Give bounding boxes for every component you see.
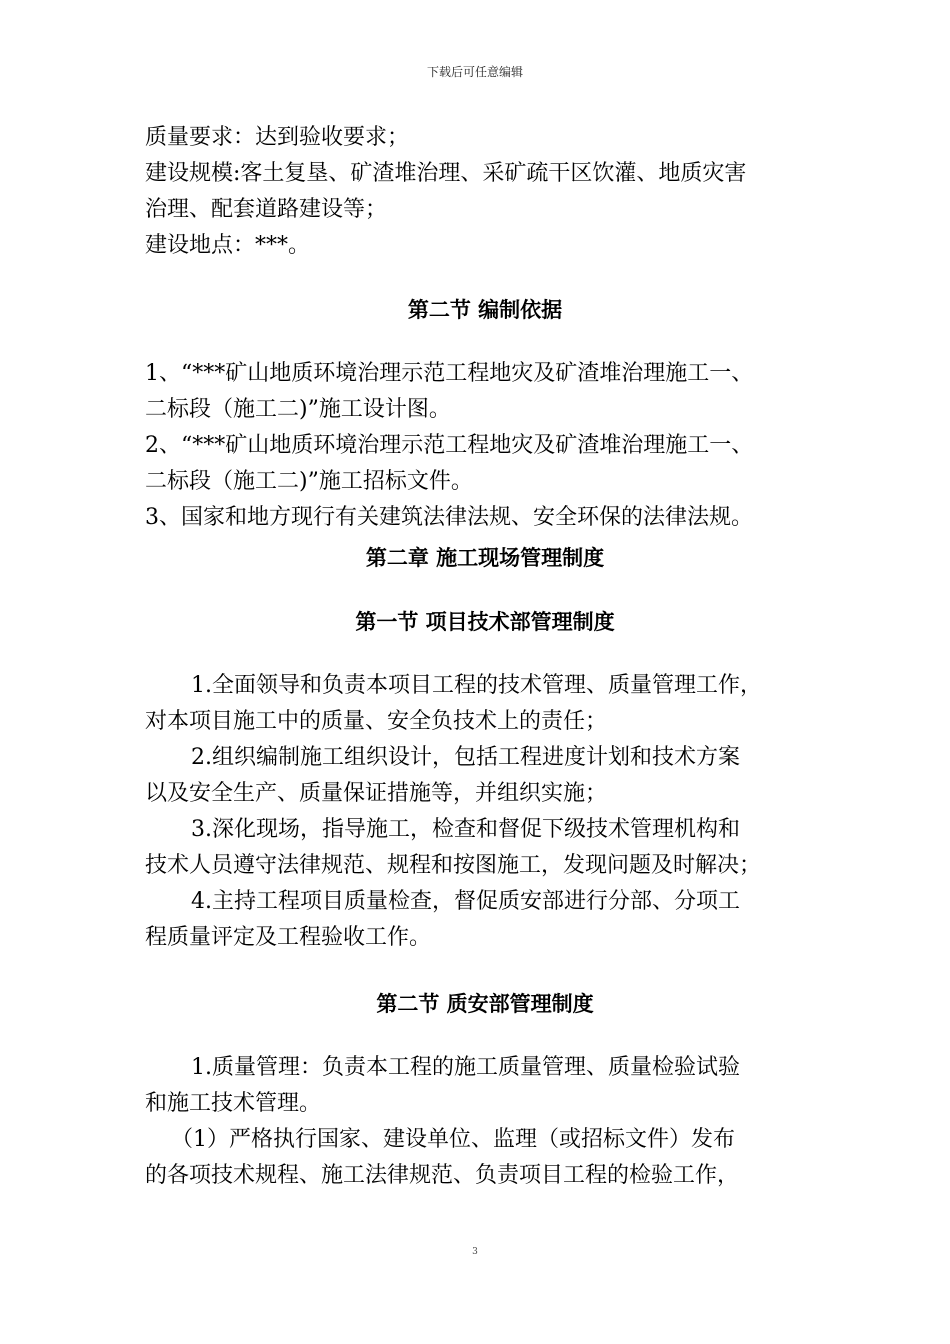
section-heading-tech-dept: 第一节 项目技术部管理制度: [355, 610, 615, 634]
basis-item-1-line-1: 1、“***矿山地质环境治理示范工程地灾及矿渣堆治理施工一、: [145, 361, 754, 386]
tech-paragraph-3-line-1: 3.深化现场，指导施工，检查和督促下级技术管理机构和: [191, 817, 740, 842]
tech-paragraph-1-line-2: 对本项目施工中的质量、安全负技术上的责任；: [145, 709, 608, 734]
quality-paragraph-2-line-1: （1）严格执行国家、建设单位、监理（或招标文件）发布: [171, 1127, 735, 1152]
tech-paragraph-4-line-1: 4.主持工程项目质量检查，督促质安部进行分部、分项工: [191, 889, 740, 914]
basis-item-3: 3、国家和地方现行有关建筑法律法规、安全环保的法律法规。: [145, 505, 753, 530]
construction-scale-line-1: 建设规模:客土复垦、矿渣堆治理、采矿疏干区饮灌、地质灾害: [145, 161, 747, 186]
section-heading-quality-safety: 第二节 质安部管理制度: [376, 992, 594, 1016]
chapter-heading: 第二章 施工现场管理制度: [365, 546, 605, 570]
tech-paragraph-4-line-2: 程质量评定及工程验收工作。: [145, 925, 432, 950]
quality-requirement: 质量要求：达到验收要求；: [145, 125, 410, 150]
tech-paragraph-3-line-2: 技术人员遵守法律规范、规程和按图施工，发现问题及时解决；: [145, 853, 762, 878]
quality-paragraph-1-line-2: 和施工技术管理。: [145, 1091, 322, 1116]
tech-paragraph-1-line-1: 1.全面领导和负责本项目工程的技术管理、质量管理工作，: [191, 673, 762, 698]
document-body: [145, 120, 825, 1194]
quality-paragraph-1-line-1: 1.质量管理：负责本工程的施工质量管理、质量检验试验: [191, 1055, 740, 1080]
basis-item-2-line-2: 二标段（施工二)”施工招标文件。: [145, 469, 473, 494]
page-number: 3: [472, 1247, 478, 1257]
basis-item-1-line-2: 二标段（施工二)”施工设计图。: [145, 397, 451, 422]
construction-location: 建设地点：***。: [145, 233, 311, 258]
section-heading-basis: 第二节 编制依据: [407, 298, 563, 322]
basis-item-2-line-1: 2、“***矿山地质环境治理示范工程地灾及矿渣堆治理施工一、: [145, 433, 754, 458]
construction-scale-line-2: 治理、配套道路建设等；: [145, 197, 388, 222]
quality-paragraph-2-line-2: 的各项技术规程、施工法律规范、负责项目工程的检验工作，: [145, 1163, 740, 1188]
tech-paragraph-2-line-1: 2.组织编制施工组织设计，包括工程进度计划和技术方案: [191, 745, 740, 770]
tech-paragraph-2-line-2: 以及安全生产、质量保证措施等，并组织实施；: [145, 781, 608, 806]
header-note: 下载后可任意编辑: [426, 65, 523, 79]
